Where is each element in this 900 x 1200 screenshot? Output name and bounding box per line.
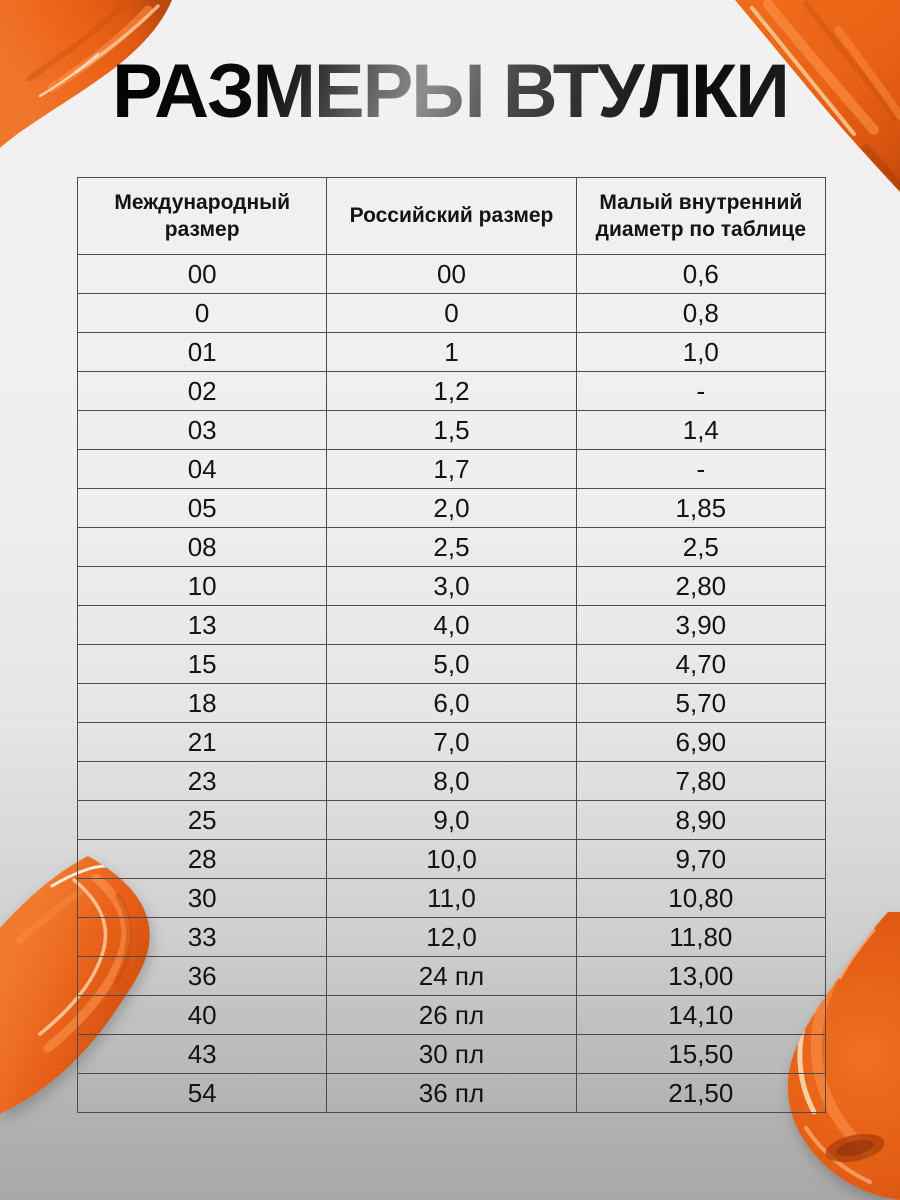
table-row (78, 528, 826, 567)
table-cell: 23 (78, 762, 327, 801)
table-row (78, 801, 826, 840)
table-cell: 15,50 (576, 1035, 825, 1074)
table-cell: 04 (78, 450, 327, 489)
table-cell: 1,0 (576, 333, 825, 372)
table-cell: 01 (78, 333, 327, 372)
table-cell: 7,0 (327, 723, 576, 762)
table-row (78, 645, 826, 684)
table-cell: 24 пл (327, 957, 576, 996)
table-cell: 15 (78, 645, 327, 684)
table-cell: 28 (78, 840, 327, 879)
table-cell: 05 (78, 489, 327, 528)
table-cell: 0,6 (576, 255, 825, 294)
table-cell: 36 (78, 957, 327, 996)
table-header-cell-diameter: Малый внутренний диаметр по таблице (576, 178, 825, 255)
table-cell: 18 (78, 684, 327, 723)
table-row (78, 957, 826, 996)
table-row (78, 879, 826, 918)
table-row (78, 411, 826, 450)
table-cell: 0 (78, 294, 327, 333)
table-cell: 9,70 (576, 840, 825, 879)
table-head (78, 178, 826, 255)
table-cell: 3,0 (327, 567, 576, 606)
table-cell: 54 (78, 1074, 327, 1113)
table-cell: 00 (78, 255, 327, 294)
table-header-cell-russian: Российский размер (327, 178, 576, 255)
table-row (78, 918, 826, 957)
table-cell: 00 (327, 255, 576, 294)
table-cell: 0,8 (576, 294, 825, 333)
table-cell: 2,80 (576, 567, 825, 606)
table-cell: 43 (78, 1035, 327, 1074)
table-cell: 26 пл (327, 996, 576, 1035)
table-row (78, 684, 826, 723)
table-cell: 2,0 (327, 489, 576, 528)
table-cell: 6,0 (327, 684, 576, 723)
table-cell: 1 (327, 333, 576, 372)
table-cell: 1,85 (576, 489, 825, 528)
table-cell: 10 (78, 567, 327, 606)
table-cell: 6,90 (576, 723, 825, 762)
table-row (78, 489, 826, 528)
table-cell: 25 (78, 801, 327, 840)
page-title: РАЗМЕРЫ ВТУЛКИ (0, 50, 900, 134)
table-cell: 8,90 (576, 801, 825, 840)
table-cell: 40 (78, 996, 327, 1035)
table-cell: 10,0 (327, 840, 576, 879)
table-row (78, 840, 826, 879)
table-cell: 1,5 (327, 411, 576, 450)
table-cell: 14,10 (576, 996, 825, 1035)
table-cell: 7,80 (576, 762, 825, 801)
table-cell: 13 (78, 606, 327, 645)
table-row (78, 294, 826, 333)
table-cell: 0 (327, 294, 576, 333)
table-cell: 3,90 (576, 606, 825, 645)
table-cell: 30 пл (327, 1035, 576, 1074)
table-row (78, 333, 826, 372)
table-row (78, 567, 826, 606)
table-cell: 33 (78, 918, 327, 957)
table-cell: 11,0 (327, 879, 576, 918)
table-cell: 03 (78, 411, 327, 450)
table-cell: 2,5 (576, 528, 825, 567)
table-cell: 12,0 (327, 918, 576, 957)
table-row (78, 723, 826, 762)
table-cell: 08 (78, 528, 327, 567)
table-cell: 4,0 (327, 606, 576, 645)
table-row (78, 1035, 826, 1074)
table-cell: 5,70 (576, 684, 825, 723)
table-cell: 21,50 (576, 1074, 825, 1113)
table-row (78, 1074, 826, 1113)
table-row (78, 372, 826, 411)
table-cell: - (576, 372, 825, 411)
table-header-cell-international: Международный размер (78, 178, 327, 255)
table-cell: 36 пл (327, 1074, 576, 1113)
table-body (78, 255, 826, 1113)
table-header-row (78, 178, 826, 255)
table-cell: 1,2 (327, 372, 576, 411)
table-cell: 02 (78, 372, 327, 411)
table-cell: 1,7 (327, 450, 576, 489)
table-cell: 2,5 (327, 528, 576, 567)
table-row (78, 996, 826, 1035)
table-cell: 9,0 (327, 801, 576, 840)
table-cell: 10,80 (576, 879, 825, 918)
table-row (78, 762, 826, 801)
table-cell: 11,80 (576, 918, 825, 957)
table-cell: 5,0 (327, 645, 576, 684)
table-cell: - (576, 450, 825, 489)
table-row (78, 255, 826, 294)
table-row (78, 450, 826, 489)
table-cell: 30 (78, 879, 327, 918)
table-row (78, 606, 826, 645)
table-cell: 8,0 (327, 762, 576, 801)
table-cell: 21 (78, 723, 327, 762)
table-cell: 13,00 (576, 957, 825, 996)
table-cell: 1,4 (576, 411, 825, 450)
table-cell: 4,70 (576, 645, 825, 684)
size-table (77, 177, 826, 1113)
